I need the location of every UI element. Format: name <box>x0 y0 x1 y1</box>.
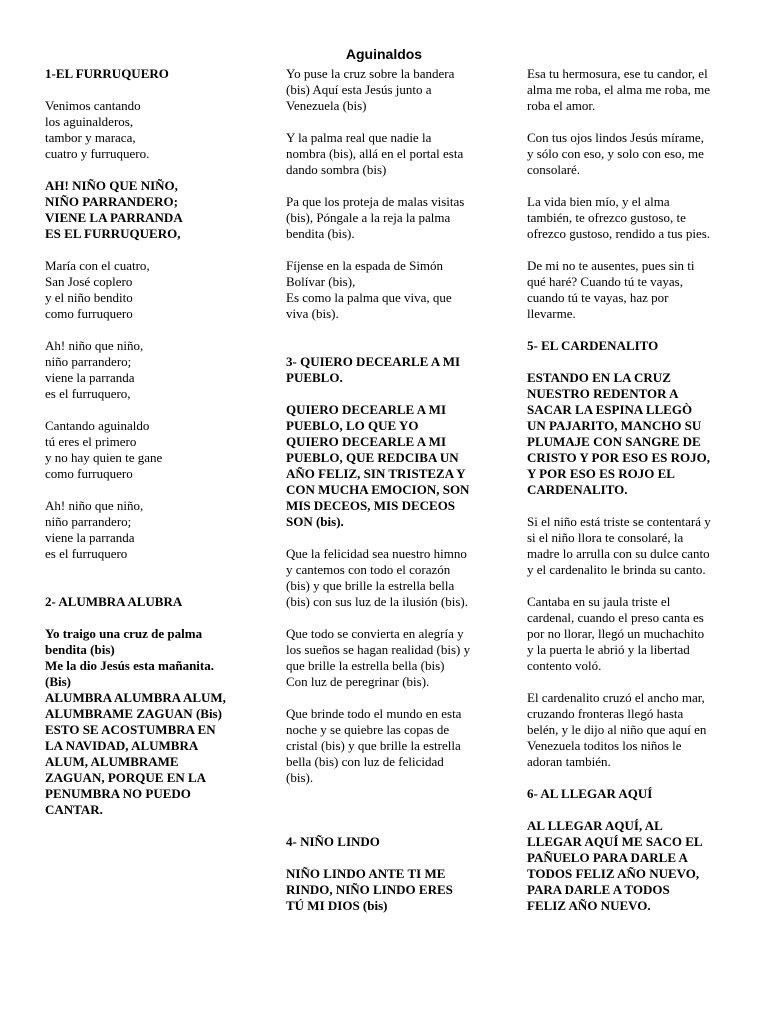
song-3-verse-3: Que brinde todo el mundo en esta noche y se quiebre las copas de cristal (bis) y que brille la estrella bella (bis) con luz de felicidad (bis). <box>286 706 462 785</box>
song-4-verse-1: Esa tu hermosura, ese tu candor, el alma me roba, el alma me roba, me roba el amor. <box>527 66 711 113</box>
song-5-verse-1: Si el niño está triste se contentará y si el niño llora te consolaré, la madre lo arrulla con su dulce canto y el cardenalito le brinda su canto. <box>527 514 711 577</box>
song-2-verse-3: Pa que los proteja de malas visitas (bis), Póngale a la reja la palma bendita (bis). <box>286 194 465 241</box>
song-1-verse-1: Venimos cantando los aguinalderos, tambor y maraca, cuatro y furruquero. <box>45 98 150 161</box>
column-3 <box>527 66 733 914</box>
song-5-heading: 5- EL CARDENALITO <box>527 338 659 353</box>
song-3-verse-1: Que la felicidad sea nuestro himno y cantemos con todo el corazón (bis) y que brille la estrella bella (bis) con sus luz de la ilusión (bis). <box>286 546 468 609</box>
song-1-heading: 1-EL FURRUQUERO <box>45 66 169 81</box>
song-4-heading: 4- NIÑO LINDO <box>286 834 380 849</box>
song-2-heading: 2- ALUMBRA ALUBRA <box>45 594 183 609</box>
song-1-verse-3: Ah! niño que niño, niño parrandero; viene la parranda es el furruquero, <box>45 338 144 401</box>
song-1-verse-2: María con el cuatro, San José coplero y el niño bendito como furruquero <box>45 258 150 321</box>
song-3-chorus: QUIERO DECEARLE A MI PUEBLO, LO QUE YO QUIERO DECEARLE A MI PUEBLO, QUE REDCIBA UN AÑO FELIZ, SIN TRISTEZA Y CON MUCHA EMOCION, SON MIS DECEOS, MIS DECEOS SON (bis). <box>286 402 470 529</box>
document-title: Aguinaldos <box>345 46 423 62</box>
song-1-chorus: AH! NIÑO QUE NIÑO, NIÑO PARRANDERO; VIENE LA PARRANDA ES EL FURRUQUERO, <box>45 178 183 241</box>
song-6-chorus: AL LLEGAR AQUÍ, AL LLEGAR AQUÍ ME SACO EL PAÑUELO PARA DARLE A TODOS FELIZ AÑO NUEVO, PARA DARLE A TODOS FELIZ AÑO NUEVO. <box>527 818 703 913</box>
song-5-verse-2: Cantaba en su jaula triste el cardenal, cuando el preso canta es por no llorar, llegó un muchachito y la puerta le abrió y la libertad contento voló. <box>527 594 705 673</box>
song-5-verse-3: El cardenalito cruzó el ancho mar, cruzando fronteras llegó hasta belén, y le dijo al niño que aquí en Venezuela toditos los niños le adoran también. <box>527 690 707 769</box>
song-2-verse-2: Y la palma real que nadie la nombra (bis), allá en el portal esta dando sombra (bis) <box>286 130 464 177</box>
song-4-chorus: NIÑO LINDO ANTE TI ME RINDO, NIÑO LINDO ERES TÚ MI DIOS (bis) <box>286 866 453 913</box>
song-1-verse-4: Cantando aguinaldo tú eres el primero y no hay quien te gane como furruquero <box>45 418 163 481</box>
song-4-verse-4: De mi no te ausentes, pues sin ti qué haré? Cuando tú te vayas, cuando tú te vayas, haz por llevarme. <box>527 258 695 321</box>
song-6-heading: 6- AL LLEGAR AQUÍ <box>527 786 653 801</box>
song-3-verse-2: Que todo se convierta en alegría y los sueños se hagan realidad (bis) y que brille la estrella bella (bis) Con luz de peregrinar (bis). <box>286 626 471 689</box>
song-4-verse-2: Con tus ojos lindos Jesús mírame, y sólo con eso, y solo con eso, me consolaré. <box>527 130 704 177</box>
column-1 <box>45 66 260 818</box>
song-2-verse-4: Fíjense en la espada de Simón Bolívar (bis), Es como la palma que viva, que viva (bis). <box>286 258 452 321</box>
song-4-verse-3: La vida bien mío, y el alma también, te ofrezco gustoso, te ofrezco gustoso, rendido a tus pies. <box>527 194 711 241</box>
song-2-verse-1: Yo puse la cruz sobre la bandera (bis) Aquí esta Jesús junto a Venezuela (bis) <box>286 66 455 113</box>
song-2-text: Yo traigo una cruz de palma bendita (bis) Me la dio Jesús esta mañanita. (Bis) ALUMBRA ALUMBRA ALUM, ALUMBRAME ZAGUAN (Bis) ESTO SE ACOSTUMBRA EN LA NAVIDAD, ALUMBRA ALUM, ALUMBRAME ZAGUAN, PORQUE EN LA PENUMBRA NO PUEDO CANTAR. <box>45 626 226 817</box>
song-5-chorus: ESTANDO EN LA CRUZ NUESTRO REDENTOR A SACAR LA ESPINA LLEGÒ UN PAJARITO, MANCHO SU PLUMAJE CON SANGRE DE CRISTO Y POR ESO ES ROJO, Y POR ESO ES ROJO EL CARDENALITO. <box>527 370 711 497</box>
song-1-verse-5: Ah! niño que niño, niño parrandero; viene la parranda es el furruquero <box>45 498 144 561</box>
song-3-heading: 3- QUIERO DECEARLE A MI PUEBLO. <box>286 354 461 385</box>
column-2 <box>286 66 498 914</box>
